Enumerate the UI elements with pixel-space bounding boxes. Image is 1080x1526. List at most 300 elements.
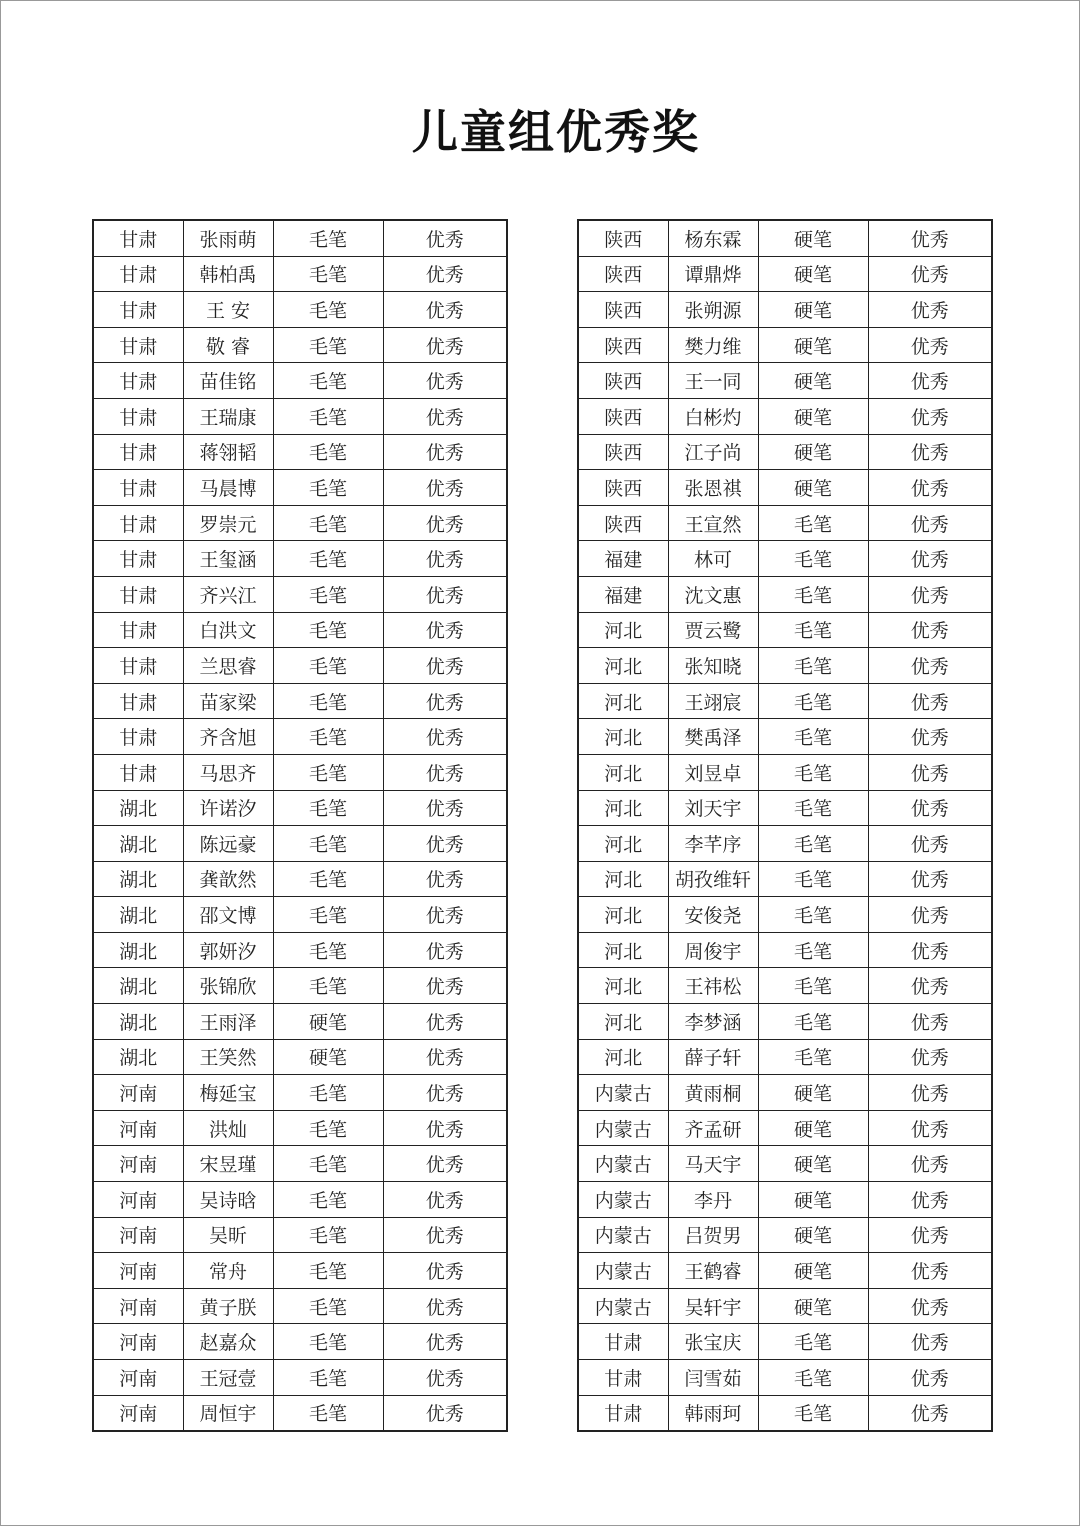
category-cell: 毛笔 xyxy=(273,576,383,612)
province-cell: 河南 xyxy=(93,1324,183,1360)
province-cell: 内蒙古 xyxy=(578,1146,668,1182)
award-cell: 优秀 xyxy=(383,719,507,755)
category-cell: 毛笔 xyxy=(758,754,868,790)
category-cell: 毛笔 xyxy=(273,1324,383,1360)
award-cell: 优秀 xyxy=(868,897,992,933)
name-cell: 郭妍汐 xyxy=(183,932,273,968)
table-row xyxy=(93,1146,507,1182)
award-cell: 优秀 xyxy=(383,790,507,826)
province-cell: 甘肃 xyxy=(578,1324,668,1360)
table-row xyxy=(93,256,507,292)
award-cell: 优秀 xyxy=(868,790,992,826)
table-row xyxy=(93,576,507,612)
table-row xyxy=(578,1253,992,1289)
award-cell: 优秀 xyxy=(868,719,992,755)
award-cell: 优秀 xyxy=(868,683,992,719)
province-cell: 河北 xyxy=(578,826,668,862)
province-cell: 湖北 xyxy=(93,790,183,826)
category-cell: 硬笔 xyxy=(758,1075,868,1111)
award-cell: 优秀 xyxy=(383,1075,507,1111)
name-cell: 吴轩宇 xyxy=(668,1288,758,1324)
category-cell: 毛笔 xyxy=(273,683,383,719)
category-cell: 毛笔 xyxy=(273,932,383,968)
name-cell: 龚歆然 xyxy=(183,861,273,897)
table-row xyxy=(578,1039,992,1075)
category-cell: 毛笔 xyxy=(273,292,383,328)
name-cell: 沈文惠 xyxy=(668,576,758,612)
table-row xyxy=(578,505,992,541)
table-row xyxy=(93,1253,507,1289)
award-cell: 优秀 xyxy=(383,648,507,684)
category-cell: 硬笔 xyxy=(758,398,868,434)
province-cell: 内蒙古 xyxy=(578,1182,668,1218)
award-cell: 优秀 xyxy=(383,1039,507,1075)
name-cell: 王瑞康 xyxy=(183,398,273,434)
province-cell: 河南 xyxy=(93,1146,183,1182)
category-cell: 毛笔 xyxy=(758,683,868,719)
name-cell: 白彬灼 xyxy=(668,398,758,434)
name-cell: 李梦涵 xyxy=(668,1004,758,1040)
category-cell: 毛笔 xyxy=(273,1395,383,1431)
award-cell: 优秀 xyxy=(383,861,507,897)
name-cell: 王笑然 xyxy=(183,1039,273,1075)
table-row xyxy=(578,968,992,1004)
name-cell: 齐含旭 xyxy=(183,719,273,755)
award-table-right xyxy=(577,219,993,1432)
page-title: 儿童组优秀奖 xyxy=(412,105,700,159)
award-cell: 优秀 xyxy=(868,1360,992,1396)
name-cell: 王翊宸 xyxy=(668,683,758,719)
category-cell: 毛笔 xyxy=(273,398,383,434)
province-cell: 内蒙古 xyxy=(578,1217,668,1253)
name-cell: 兰思睿 xyxy=(183,648,273,684)
category-cell: 毛笔 xyxy=(273,363,383,399)
table-row xyxy=(578,1182,992,1218)
category-cell: 毛笔 xyxy=(758,541,868,577)
table-row xyxy=(93,292,507,328)
category-cell: 毛笔 xyxy=(758,826,868,862)
province-cell: 陕西 xyxy=(578,220,668,256)
category-cell: 硬笔 xyxy=(758,1182,868,1218)
name-cell: 吕贺男 xyxy=(668,1217,758,1253)
category-cell: 毛笔 xyxy=(273,1360,383,1396)
award-cell: 优秀 xyxy=(868,648,992,684)
province-cell: 甘肃 xyxy=(93,398,183,434)
award-cell: 优秀 xyxy=(868,968,992,1004)
category-cell: 毛笔 xyxy=(273,434,383,470)
province-cell: 河南 xyxy=(93,1288,183,1324)
award-cell: 优秀 xyxy=(868,1253,992,1289)
name-cell: 宋昱瑾 xyxy=(183,1146,273,1182)
name-cell: 梅延宝 xyxy=(183,1075,273,1111)
award-cell: 优秀 xyxy=(868,398,992,434)
province-cell: 甘肃 xyxy=(93,363,183,399)
province-cell: 陕西 xyxy=(578,434,668,470)
category-cell: 硬笔 xyxy=(758,1217,868,1253)
award-cell: 优秀 xyxy=(868,505,992,541)
award-cell: 优秀 xyxy=(383,576,507,612)
award-cell: 优秀 xyxy=(868,327,992,363)
table-row xyxy=(93,612,507,648)
province-cell: 内蒙古 xyxy=(578,1110,668,1146)
table-row xyxy=(93,541,507,577)
table-row xyxy=(578,826,992,862)
award-cell: 优秀 xyxy=(383,327,507,363)
category-cell: 毛笔 xyxy=(273,1075,383,1111)
province-cell: 福建 xyxy=(578,541,668,577)
table-row xyxy=(578,790,992,826)
province-cell: 甘肃 xyxy=(93,505,183,541)
award-cell: 优秀 xyxy=(868,826,992,862)
table-row xyxy=(93,1217,507,1253)
table-row xyxy=(93,220,507,256)
award-cell: 优秀 xyxy=(868,256,992,292)
name-cell: 韩柏禹 xyxy=(183,256,273,292)
table-row xyxy=(93,683,507,719)
table-row xyxy=(578,719,992,755)
name-cell: 王冠壹 xyxy=(183,1360,273,1396)
name-cell: 江子尚 xyxy=(668,434,758,470)
province-cell: 湖北 xyxy=(93,932,183,968)
table-row xyxy=(93,505,507,541)
table-row xyxy=(93,1288,507,1324)
table-row xyxy=(578,754,992,790)
table-row xyxy=(93,897,507,933)
table-row xyxy=(578,1395,992,1431)
name-cell: 林可 xyxy=(668,541,758,577)
award-cell: 优秀 xyxy=(383,1217,507,1253)
category-cell: 毛笔 xyxy=(273,470,383,506)
province-cell: 河北 xyxy=(578,790,668,826)
category-cell: 毛笔 xyxy=(273,1146,383,1182)
province-cell: 河北 xyxy=(578,683,668,719)
award-cell: 优秀 xyxy=(868,1004,992,1040)
table-row xyxy=(93,327,507,363)
table-row xyxy=(578,1324,992,1360)
table-row xyxy=(578,612,992,648)
category-cell: 毛笔 xyxy=(273,327,383,363)
province-cell: 甘肃 xyxy=(93,754,183,790)
name-cell: 樊力维 xyxy=(668,327,758,363)
award-cell: 优秀 xyxy=(383,1004,507,1040)
province-cell: 湖北 xyxy=(93,1039,183,1075)
province-cell: 甘肃 xyxy=(93,683,183,719)
award-cell: 优秀 xyxy=(868,292,992,328)
award-cell: 优秀 xyxy=(868,470,992,506)
name-cell: 安俊尧 xyxy=(668,897,758,933)
table-row xyxy=(578,292,992,328)
category-cell: 毛笔 xyxy=(273,861,383,897)
category-cell: 毛笔 xyxy=(273,541,383,577)
category-cell: 硬笔 xyxy=(273,1039,383,1075)
table-row xyxy=(93,861,507,897)
table-row xyxy=(93,1039,507,1075)
category-cell: 毛笔 xyxy=(273,256,383,292)
province-cell: 陕西 xyxy=(578,470,668,506)
name-cell: 王祎松 xyxy=(668,968,758,1004)
table-row xyxy=(578,683,992,719)
province-cell: 福建 xyxy=(578,576,668,612)
category-cell: 毛笔 xyxy=(758,648,868,684)
award-cell: 优秀 xyxy=(383,541,507,577)
table-row xyxy=(578,1146,992,1182)
category-cell: 毛笔 xyxy=(758,861,868,897)
category-cell: 毛笔 xyxy=(758,719,868,755)
name-cell: 谭鼎烨 xyxy=(668,256,758,292)
award-cell: 优秀 xyxy=(868,1075,992,1111)
name-cell: 张雨萌 xyxy=(183,220,273,256)
name-cell: 张宝庆 xyxy=(668,1324,758,1360)
name-cell: 周俊宇 xyxy=(668,932,758,968)
name-cell: 蒋翎韬 xyxy=(183,434,273,470)
award-cell: 优秀 xyxy=(383,1253,507,1289)
name-cell: 刘天宇 xyxy=(668,790,758,826)
category-cell: 毛笔 xyxy=(273,612,383,648)
award-cell: 优秀 xyxy=(383,683,507,719)
award-cell: 优秀 xyxy=(383,1324,507,1360)
category-cell: 毛笔 xyxy=(758,1039,868,1075)
name-cell: 齐兴江 xyxy=(183,576,273,612)
award-cell: 优秀 xyxy=(383,826,507,862)
table-row xyxy=(93,470,507,506)
province-cell: 河南 xyxy=(93,1182,183,1218)
category-cell: 硬笔 xyxy=(758,256,868,292)
award-cell: 优秀 xyxy=(868,1110,992,1146)
award-cell: 优秀 xyxy=(383,1288,507,1324)
award-cell: 优秀 xyxy=(383,505,507,541)
category-cell: 硬笔 xyxy=(758,327,868,363)
table-row xyxy=(578,470,992,506)
name-cell: 李丹 xyxy=(668,1182,758,1218)
award-cell: 优秀 xyxy=(383,612,507,648)
province-cell: 甘肃 xyxy=(93,220,183,256)
province-cell: 河南 xyxy=(93,1075,183,1111)
category-cell: 毛笔 xyxy=(273,1110,383,1146)
name-cell: 马思齐 xyxy=(183,754,273,790)
category-cell: 硬笔 xyxy=(758,1288,868,1324)
name-cell: 罗崇元 xyxy=(183,505,273,541)
province-cell: 甘肃 xyxy=(93,719,183,755)
name-cell: 樊禹泽 xyxy=(668,719,758,755)
category-cell: 硬笔 xyxy=(758,363,868,399)
name-cell: 刘昱卓 xyxy=(668,754,758,790)
table-row xyxy=(93,1324,507,1360)
table-row xyxy=(93,790,507,826)
category-cell: 毛笔 xyxy=(758,790,868,826)
award-cell: 优秀 xyxy=(383,434,507,470)
table-row xyxy=(578,861,992,897)
province-cell: 河南 xyxy=(93,1253,183,1289)
name-cell: 苗佳铭 xyxy=(183,363,273,399)
name-cell: 王一同 xyxy=(668,363,758,399)
province-cell: 甘肃 xyxy=(93,327,183,363)
category-cell: 毛笔 xyxy=(758,968,868,1004)
table-row xyxy=(578,1110,992,1146)
name-cell: 齐孟研 xyxy=(668,1110,758,1146)
name-cell: 李芊序 xyxy=(668,826,758,862)
province-cell: 甘肃 xyxy=(578,1360,668,1396)
name-cell: 洪灿 xyxy=(183,1110,273,1146)
name-cell: 马晨博 xyxy=(183,470,273,506)
category-cell: 硬笔 xyxy=(758,470,868,506)
category-cell: 毛笔 xyxy=(273,968,383,1004)
award-cell: 优秀 xyxy=(383,363,507,399)
name-cell: 王鹤睿 xyxy=(668,1253,758,1289)
province-cell: 甘肃 xyxy=(93,612,183,648)
province-cell: 甘肃 xyxy=(93,576,183,612)
province-cell: 陕西 xyxy=(578,505,668,541)
province-cell: 湖北 xyxy=(93,968,183,1004)
award-cell: 优秀 xyxy=(383,470,507,506)
province-cell: 甘肃 xyxy=(93,292,183,328)
province-cell: 湖北 xyxy=(93,861,183,897)
table-row xyxy=(578,897,992,933)
name-cell: 黄子朕 xyxy=(183,1288,273,1324)
award-cell: 优秀 xyxy=(868,932,992,968)
province-cell: 河北 xyxy=(578,968,668,1004)
name-cell: 杨东霖 xyxy=(668,220,758,256)
table-row xyxy=(578,256,992,292)
award-cell: 优秀 xyxy=(868,612,992,648)
province-cell: 河南 xyxy=(93,1395,183,1431)
category-cell: 毛笔 xyxy=(758,932,868,968)
province-cell: 甘肃 xyxy=(93,256,183,292)
category-cell: 硬笔 xyxy=(273,1004,383,1040)
province-cell: 河北 xyxy=(578,1004,668,1040)
province-cell: 河南 xyxy=(93,1360,183,1396)
table-row xyxy=(578,1360,992,1396)
award-cell: 优秀 xyxy=(383,1360,507,1396)
province-cell: 内蒙古 xyxy=(578,1253,668,1289)
table-row xyxy=(578,1288,992,1324)
category-cell: 毛笔 xyxy=(273,1182,383,1218)
name-cell: 张朔源 xyxy=(668,292,758,328)
table-row xyxy=(93,1110,507,1146)
province-cell: 湖北 xyxy=(93,826,183,862)
name-cell: 赵嘉众 xyxy=(183,1324,273,1360)
province-cell: 河北 xyxy=(578,719,668,755)
province-cell: 陕西 xyxy=(578,292,668,328)
award-cell: 优秀 xyxy=(383,220,507,256)
name-cell: 王玺涵 xyxy=(183,541,273,577)
province-cell: 甘肃 xyxy=(93,541,183,577)
category-cell: 毛笔 xyxy=(273,826,383,862)
table-row xyxy=(93,1004,507,1040)
province-cell: 河北 xyxy=(578,1039,668,1075)
province-cell: 陕西 xyxy=(578,363,668,399)
table-row xyxy=(578,1217,992,1253)
award-cell: 优秀 xyxy=(868,754,992,790)
category-cell: 毛笔 xyxy=(758,1360,868,1396)
name-cell: 敬 睿 xyxy=(183,327,273,363)
award-cell: 优秀 xyxy=(868,576,992,612)
award-cell: 优秀 xyxy=(868,363,992,399)
name-cell: 张知晓 xyxy=(668,648,758,684)
award-table-left xyxy=(92,219,508,1432)
province-cell: 陕西 xyxy=(578,398,668,434)
category-cell: 硬笔 xyxy=(758,1110,868,1146)
award-cell: 优秀 xyxy=(868,1217,992,1253)
name-cell: 闫雪茹 xyxy=(668,1360,758,1396)
category-cell: 硬笔 xyxy=(758,292,868,328)
category-cell: 毛笔 xyxy=(758,612,868,648)
name-cell: 薛子轩 xyxy=(668,1039,758,1075)
name-cell: 张锦欣 xyxy=(183,968,273,1004)
table-row xyxy=(93,1182,507,1218)
name-cell: 贾云鹭 xyxy=(668,612,758,648)
province-cell: 河南 xyxy=(93,1217,183,1253)
table-row xyxy=(578,541,992,577)
name-cell: 陈远豪 xyxy=(183,826,273,862)
table-row xyxy=(93,648,507,684)
category-cell: 毛笔 xyxy=(273,1217,383,1253)
name-cell: 韩雨珂 xyxy=(668,1395,758,1431)
table-row xyxy=(578,398,992,434)
category-cell: 毛笔 xyxy=(758,1004,868,1040)
award-cell: 优秀 xyxy=(383,256,507,292)
category-cell: 毛笔 xyxy=(273,719,383,755)
award-cell: 优秀 xyxy=(868,1182,992,1218)
award-cell: 优秀 xyxy=(868,434,992,470)
table-row xyxy=(578,648,992,684)
award-cell: 优秀 xyxy=(383,1395,507,1431)
table-row xyxy=(93,968,507,1004)
table-row xyxy=(93,932,507,968)
table-row xyxy=(93,754,507,790)
province-cell: 河南 xyxy=(93,1110,183,1146)
province-cell: 陕西 xyxy=(578,256,668,292)
name-cell: 张恩祺 xyxy=(668,470,758,506)
table-row xyxy=(93,719,507,755)
category-cell: 毛笔 xyxy=(273,790,383,826)
province-cell: 内蒙古 xyxy=(578,1288,668,1324)
province-cell: 甘肃 xyxy=(93,434,183,470)
award-cell: 优秀 xyxy=(868,1288,992,1324)
award-cell: 优秀 xyxy=(868,1324,992,1360)
award-cell: 优秀 xyxy=(383,1110,507,1146)
name-cell: 苗家梁 xyxy=(183,683,273,719)
table-row xyxy=(93,1075,507,1111)
name-cell: 王雨泽 xyxy=(183,1004,273,1040)
table-row xyxy=(93,1360,507,1396)
province-cell: 甘肃 xyxy=(93,470,183,506)
award-cell: 优秀 xyxy=(383,932,507,968)
province-cell: 河北 xyxy=(578,754,668,790)
category-cell: 硬笔 xyxy=(758,1146,868,1182)
name-cell: 白洪文 xyxy=(183,612,273,648)
table-row xyxy=(93,434,507,470)
name-cell: 邵文博 xyxy=(183,897,273,933)
name-cell: 王宣然 xyxy=(668,505,758,541)
province-cell: 河北 xyxy=(578,932,668,968)
name-cell: 黄雨桐 xyxy=(668,1075,758,1111)
award-cell: 优秀 xyxy=(383,1146,507,1182)
table-row xyxy=(93,398,507,434)
name-cell: 马天宇 xyxy=(668,1146,758,1182)
province-cell: 陕西 xyxy=(578,327,668,363)
name-cell: 周恒宇 xyxy=(183,1395,273,1431)
name-cell: 许诺汐 xyxy=(183,790,273,826)
table-row xyxy=(578,434,992,470)
category-cell: 毛笔 xyxy=(758,1324,868,1360)
category-cell: 硬笔 xyxy=(758,1253,868,1289)
table-row xyxy=(578,327,992,363)
category-cell: 毛笔 xyxy=(758,897,868,933)
category-cell: 毛笔 xyxy=(273,1253,383,1289)
category-cell: 毛笔 xyxy=(273,1288,383,1324)
province-cell: 河北 xyxy=(578,861,668,897)
province-cell: 甘肃 xyxy=(578,1395,668,1431)
